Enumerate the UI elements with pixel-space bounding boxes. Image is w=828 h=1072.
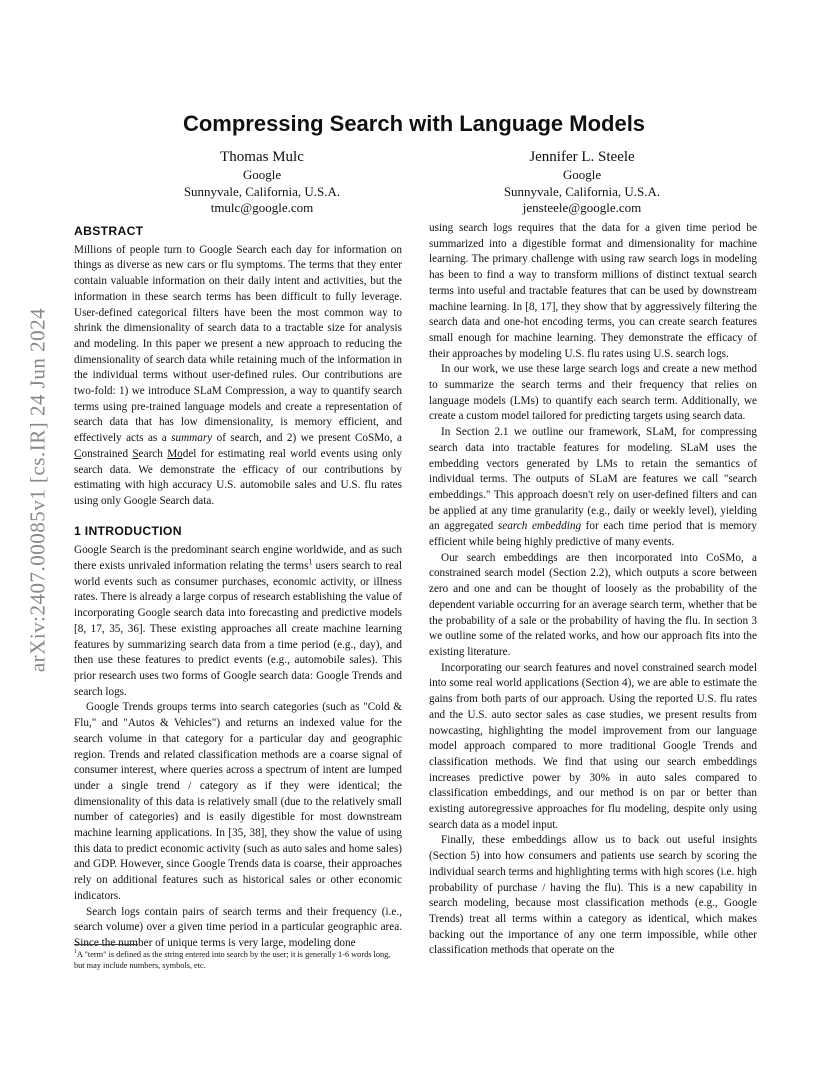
paper-title: Compressing Search with Language Models: [182, 111, 646, 136]
introduction-heading: 1 INTRODUCTION: [74, 523, 182, 538]
footnote: [74, 944, 402, 971]
body-paragraph: Finally, these embeddings allow us to back out useful insights (Section 5) into how consumers and patients use search by scoring the individual search terms and highlighting terms with high scores (i.e. high probability of purchase / having the flu). This is a new capability in search modeling, because most classification methods (e.g., Google Trends) treat all terms within a category as identical, which makes backing out the importance of any one term impossible, while other classification methods that operate on the: [429, 834, 757, 957]
footnote-number: 1: [74, 949, 77, 956]
author-location: Sunnyvale, California, U.S.A.: [183, 183, 341, 199]
abstract-text-part: onstrained: [81, 447, 133, 460]
footnote-rule: [74, 944, 138, 945]
body-text-part: for each time period that is memory efficient while being highly predictive of many events.: [429, 520, 757, 549]
arxiv-id-text: arXiv:2407.00085v1 [cs.IR] 24 Jun 2024: [25, 307, 50, 673]
intro-paragraph: [74, 543, 402, 700]
abstract-text-part: del for estimating real world events using only search data. We demonstrate the efficacy of our contributions by estimating with high accuracy U.S. automobile sales and U.S. flu rates using only Google Search data.: [74, 447, 402, 507]
body-paragraph: using search logs requires that the data for a given time period be summarized into a digestible format and dimensionality for machine learning. The primary challenge with using raw search logs in modeling has been to find a way to transform millions of distinct textual search terms into useful and tractable features that can be used by downstream machine learning. In [8, 17], they show that by aggressively filtering the search data and one-hot encoding terms, you can create search features small enough for machine learning. They demonstrate the efficacy of their approaches by modeling U.S. flu rates using U.S. search logs.: [429, 222, 757, 360]
left-column: [74, 224, 402, 952]
body-text-part: In Section 2.1 we outline our framework, SLaM, for compressing search data into tractable features for modeling. SLaM uses the embedding vectors generated by LMs to retain the semantics of individual terms. The outputs of SLaM are features we call "search embeddings." This approach doesn't rely on user-defined filters and can be applied at any time granularity (e.g., daily or weekly level), yielding an aggregated: [429, 426, 757, 533]
body-paragraph: Our search embeddings are then incorporated into CoSMo, a constrained search model (Section 2.2), which outputs a score between zero and one and can be thought of loosely as the probability of the dependent variable occurring for an average search term, whether that be the probability of a sale or the probability of having the flu. In section 3 we outline some of the related works, and how our approach fits into the existing literature.: [429, 551, 757, 658]
author-name: Thomas Mulc: [220, 149, 304, 165]
arxiv-identifier: [14, 300, 62, 680]
author-block: [142, 148, 382, 217]
author-name: Jennifer L. Steele: [529, 149, 635, 165]
author-location: Sunnyvale, California, U.S.A.: [503, 183, 661, 199]
body-paragraph: [429, 425, 757, 551]
author-block: [462, 148, 702, 217]
author-email: tmulc@google.com: [210, 200, 314, 215]
author-affiliation: Google: [242, 167, 282, 182]
intro-text-part: users search to real world events such as consumer purchases, economic activity, or illness rates. There is already a large corpus of research establishing the value of incorporating Google search data into forecasting and predictive models [8, 17, 35, 36]. These existing approaches all create machine learning features by summarizing search data from a time period (e.g., day), and then use these features to predict events (e.g., automobile sales). This prior research uses two forms of Google search data: Google Trends and search logs.: [74, 560, 402, 698]
author-affiliation: Google: [562, 167, 602, 182]
acronym-letter: C: [74, 447, 82, 460]
abstract-text-part: Millions of people turn to Google Search each day for information on things as diverse as new cars or flu symptoms. The terms that they enter contain valuable information on their daily intent and activities, but the information in these search terms has been difficult to fully leverage. User-defined categorical filters have been the most common way to shrink the dimensionality of search data to a tractable size for analysis and modeling. In this paper we present a new approach to reducing the dimensionality of search data while retaining much of the information in the individual terms without user-defined rules. Our contributions are two-fold: 1) we introduce SLaM Compression, a way to quantify search terms using pre-trained language models and create a representation of search data that has low dimensionality, is memory efficient, and effectively acts as a: [74, 243, 402, 445]
acronym-letter: Mo: [167, 447, 183, 460]
intro-text-part: Google Search is the predominant search engine worldwide, and as such there exists unrivaled information relating the terms: [74, 544, 402, 573]
acronym-letter: S: [132, 447, 139, 460]
body-paragraph: In our work, we use these large search logs and create a new method to summarize the search terms and their frequency that relies on language models (LMs) to quantify each search term. Additionally, we create a custom model tailored for predicting targets using search data.: [429, 363, 757, 423]
footnote-text: A "term" is defined as the string entered into search by the user; it is generally 1-6 words long, but may include numbers, symbols, etc.: [74, 950, 391, 970]
abstract-text: [74, 243, 402, 510]
footnote-marker[interactable]: 1: [308, 557, 313, 567]
abstract-text-part: earch: [138, 447, 168, 460]
abstract-heading: ABSTRACT: [74, 224, 144, 238]
intro-paragraph: Search logs contain pairs of search terms and their frequency (i.e., search volume) over a given time period in a particular geographic area. Since the number of unique terms is very large, modeling done: [74, 905, 402, 949]
abstract-text-part: of search, and 2) we present CoSMo, a: [212, 432, 402, 445]
author-email: jensteele@google.com: [522, 200, 642, 215]
right-column: [429, 221, 757, 959]
intro-paragraph: Google Trends groups terms into search categories (such as "Cold & Flu," and "Autos & Vehicles") and returns an indexed value for the search volume in that category for a particular day and geographic region. Trends and related classification methods are a coarse signal of consumer interest, where queries across a spectrum of intent are lumped under a single trend / category as if they were identical; the dimensionality of this data is relatively small (due to the relatively small number of categories) and is easily digestible for most downstream machine learning applications. In [35, 38], they show the value of using this data to predict economic activity (such as auto sales and home sales) and GDP. However, since Google Trends data is coarse, their approaches rely on additional features such as historical sales or other economic indicators.: [74, 701, 402, 902]
abstract-emphasis: summary: [171, 432, 213, 445]
body-emphasis: search embedding: [497, 520, 582, 533]
body-paragraph: Incorporating our search features and novel constrained search model into some real world applications (Section 4), we are able to estimate the gains from both parts of our approach. Using the reported U.S. flu rates and the U.S. auto sector sales as case studies, we present results from nowcasting, highlighting the model improvement from our language model approach compared to more traditional Google Trends and classification methods. We find that using our search embeddings increases predictive power by 30% in auto sales compared to classification embeddings, and our method is on par or better than existing autoregressive approaches for flu modeling, despite only using search data as a model input.: [429, 661, 757, 831]
